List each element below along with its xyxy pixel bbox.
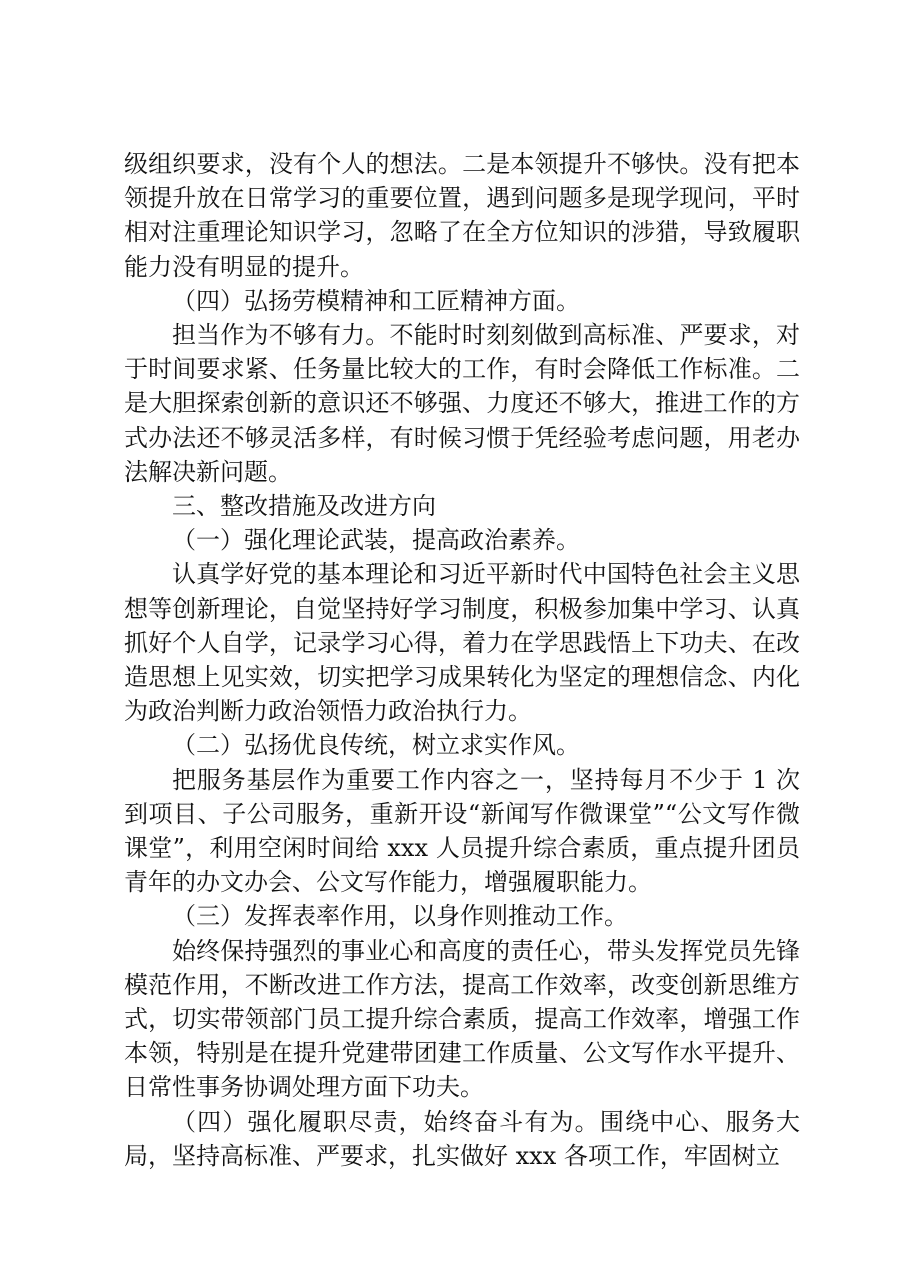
- subheading-three-role-model: （三）发挥表率作用，以身作则推动工作。: [172, 902, 628, 931]
- paragraph-dedication: 始终保持强烈的事业心和高度的责任心，带头发挥党员先锋模范作用，不断改进工作方法，提高工作效率，改变创新思维方式，切实带领部门员工提升综合素质，提高工作效率，增强工作本领，特别是在提升党建带团建工作质量、公文写作水平提升、日常性事务协调处理方面下功夫。: [124, 936, 800, 1102]
- paragraph-four-duty: （四）强化履职尽责，始终奋斗有为。围绕中心、服务大局，坚持高标准、严要求，扎实做好 xxx 各项工作，牢固树立: [124, 1107, 800, 1170]
- section-heading-rectification-measures: 三、整改措施及改进方向: [172, 492, 436, 521]
- document-body: [124, 147, 800, 1173]
- subheading-four-model-worker-spirit: （四）弘扬劳模精神和工匠精神方面。: [172, 286, 580, 315]
- paragraph-theory-study: 认真学好党的基本理论和习近平新时代中国特色社会主义思想等创新理论，自觉坚持好学习制度，积极参加集中学习、认真抓好个人自学，记录学习心得，着力在学思践悟上下功夫、在改造思想上见实效，切实把学习成果转化为坚定的理想信念、内化为政治判断力政治领悟力政治执行力。: [124, 560, 800, 726]
- paragraph-responsibility: 担当作为不够有力。不能时时刻刻做到高标准、严要求，对于时间要求紧、任务量比较大的工作，有时会降低工作标准。二是大胆探索创新的意识还不够强、力度还不够大，推进工作的方式办法还不够灵活多样，有时候习惯于凭经验考虑问题，用老办法解决新问题。: [124, 321, 800, 486]
- subheading-one-theory: （一）强化理论武装，提高政治素养。: [172, 526, 580, 555]
- paragraph-grassroots-service: 把服务基层作为重要工作内容之一，坚持每月不少于 1 次到项目、子公司服务，重新开设“新闻写作微课堂”“公文写作微课堂”，利用空闲时间给 xxx 人员提升综合素质，重点提升团员青年的办文办会、公文写作能力，增强履职能力。: [124, 765, 800, 897]
- paragraph-continuation: 级组织要求，没有个人的想法。二是本领提升不够快。没有把本领提升放在日常学习的重要位置，遇到问题多是现学现问，平时相对注重理论知识学习，忽略了在全方位知识的涉猎，导致履职能力没有明显的提升。: [124, 150, 800, 281]
- subheading-two-tradition: （二）弘扬优良传统，树立求实作风。: [172, 731, 580, 760]
